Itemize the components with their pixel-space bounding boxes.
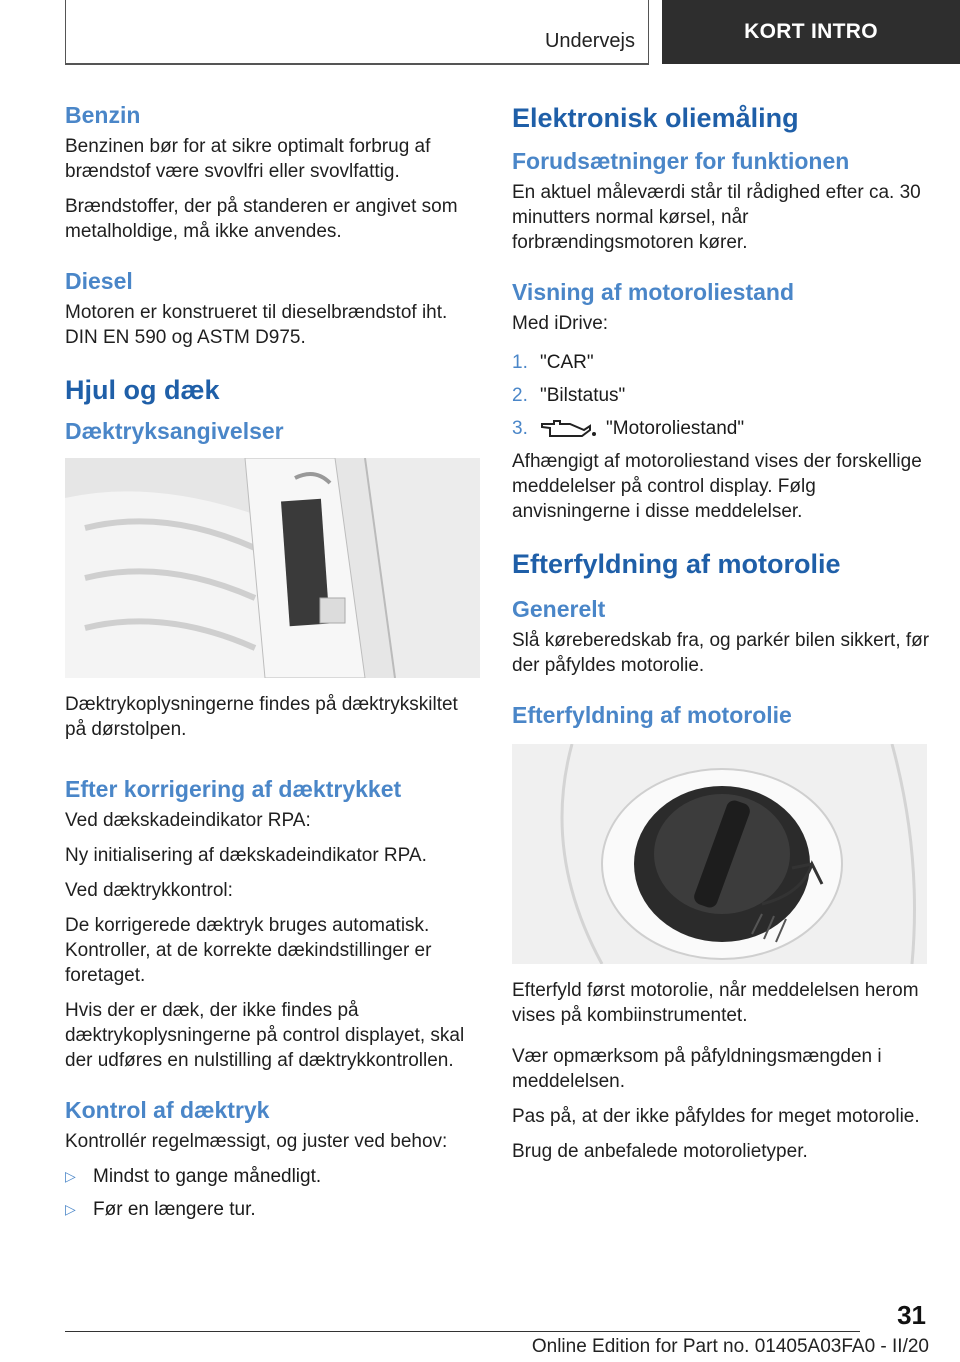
efter-p2: Vær opmærksom på påfyldningsmængden i meddelelsen. [512,1046,882,1092]
heading-generelt: Generelt [512,596,606,622]
idrive-steps [512,350,930,441]
efter-p1: Efterfyld først motorolie, når meddelelsen herom vises på kombiinstrumentet. [512,980,919,1026]
header-rule-right [648,0,649,64]
heading-elektronisk-oliemaaling: Elektronisk oliemåling [512,103,799,133]
benzin-p1: Benzinen bør for at sikre optimalt forbrug af brændstof være svovlfri eller svovlfattig. [65,136,431,182]
list-item: 2. "Bilstatus" [512,385,626,406]
gen-p1: Slå køreberedskab fra, og parkér bilen sikkert, før der påfyldes motorolie. [512,630,930,676]
korr-p1: Ved dækskadeindikator RPA: [65,810,311,831]
heading-benzin: Benzin [65,102,141,128]
right-column [512,100,930,1174]
visning-p1: Med iDrive: [512,313,609,334]
heading-diesel: Diesel [65,268,133,294]
footer-rule [65,1331,860,1332]
diesel-p1: Motoren er konstrueret til dieselbrændstof iht. DIN EN 590 og ASTM D975. [65,302,448,348]
header-rule-bottom [65,63,649,65]
forud-p1: En aktuel måleværdi står til rådighed efter ca. 30 minutters normal kørsel, når forbrændingsmotoren kører. [512,182,921,253]
page-number: 31 [897,1300,926,1330]
oil-filler-cap-image [512,744,927,964]
oil-can-icon [540,418,598,440]
efter-p3: Pas på, at der ikke påfyldes for meget motorolie. [512,1106,920,1127]
list-item: ▷ Før en længere tur. [65,1199,256,1220]
header-rule-left [65,0,66,64]
visning-p2: Afhængigt af motoroliestand vises der forskellige meddelelser på control display. Følg anvisningerne i disse meddelelser. [512,451,922,522]
heading-kontrol-af-daektryk: Kontrol af dæktryk [65,1097,270,1123]
heading-visning: Visning af motoroliestand [512,279,794,305]
heading-efter-korrigering: Efter korrigering af dæktrykket [65,776,402,802]
korr-p3: Ved dæktrykkontrol: [65,880,233,901]
heading-hjul-og-daek: Hjul og dæk [65,375,220,405]
kontrol-p1: Kontrollér regelmæssigt, og juster ved behov: [65,1131,448,1152]
footer-edition: Online Edition for Part no. 01405A03FA0 - II/20 [531,1336,929,1357]
left-column [65,100,480,1230]
list-item: 1. "CAR" [512,352,594,373]
heading-efterfyldning-sub: Efterfyldning af motorolie [512,702,792,728]
heading-daektryksangivelser: Dæktryksangivelser [65,418,284,444]
heading-efterfyldning: Efterfyldning af motorolie [512,549,841,579]
header-section: Undervejs [544,30,635,52]
benzin-p2: Brændstoffer, der på standeren er angivet som metalholdige, må ikke anvendes. [65,196,458,242]
triangle-bullet-icon: ▷ [65,1168,76,1184]
korr-p2: Ny initialisering af dækskadeindikator RPA. [65,845,427,866]
daek-caption: Dæktrykoplysningerne findes på dæktrykskiltet på dørstolpen. [65,694,458,740]
korr-p5: Hvis der er dæk, der ikke findes på dæktrykoplysningerne på control displayet, skal der udføres en nulstilling af dæktrykkontrollen. [65,1000,465,1071]
list-item: ▷ Mindst to gange månedligt. [65,1166,322,1187]
header-chapter-tab[interactable]: KORT INTRO [662,0,960,64]
list-item: 3. "Motoroliestand" [512,418,745,439]
kontrol-bullet-list [65,1164,480,1222]
triangle-bullet-icon: ▷ [65,1201,76,1217]
door-pillar-image [65,458,480,678]
heading-forudsaetninger: Forudsætninger for funktionen [512,148,850,174]
efter-p4: Brug de anbefalede motorolietyper. [512,1141,808,1162]
korr-p4: De korrigerede dæktryk bruges automatisk. Kontroller, at de korrekte dækindstillinger er foretaget. [65,915,432,986]
